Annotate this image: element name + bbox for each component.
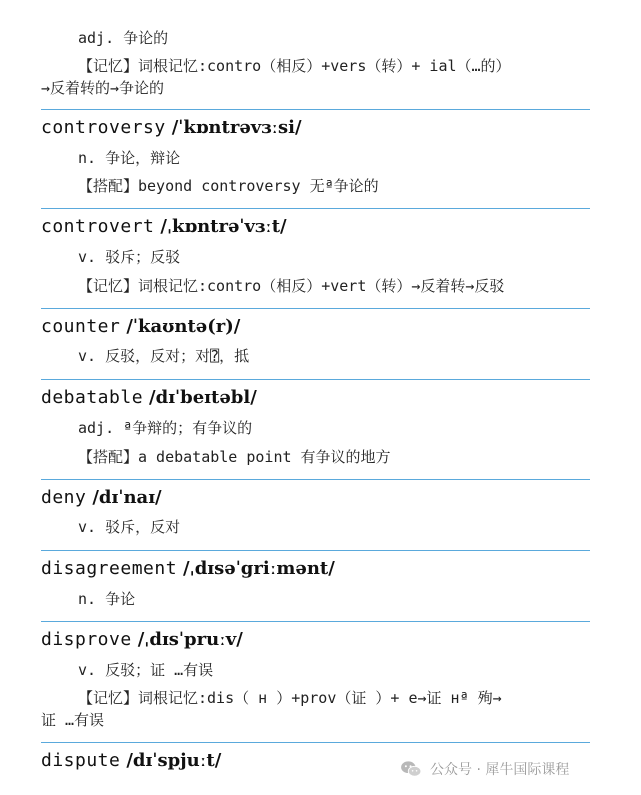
entry-divider: [41, 208, 590, 209]
entry-line: v. 驳斥；反驳: [78, 248, 181, 266]
footer-text: 公众号 · 犀牛国际课程: [430, 762, 570, 778]
entry-line: n. 争论: [78, 590, 136, 608]
entry-divider: [41, 109, 590, 110]
phonetic-text: /ˌdɪsˈpruːv/: [137, 629, 243, 650]
phonetic-text: /dɪˈnaɪ/: [92, 487, 162, 508]
entry-headword: [41, 386, 257, 410]
phonetic-text: /ˈkɒntrəvɜːsi/: [171, 117, 302, 138]
entry-line: v. 反驳，反对；对⍰，抵: [78, 347, 250, 365]
phonetic-text: /dɪˈbeɪtəbl/: [149, 387, 257, 408]
entry-headword: [41, 215, 287, 239]
headword-text: debatable: [41, 387, 144, 408]
entry-divider: [41, 550, 590, 551]
entry-divider: [41, 742, 590, 743]
entry-line: n. 争论，辩论: [78, 149, 181, 167]
headword-text: controversy: [41, 117, 166, 138]
headword-text: dispute: [41, 750, 121, 771]
headword-text: disprove: [41, 629, 132, 650]
wechat-icon: [400, 760, 422, 778]
intro-memory-line-2: →反着转的→争论的: [41, 79, 165, 97]
headword-text: disagreement: [41, 558, 178, 579]
phonetic-text: /dɪˈspjuːt/: [126, 750, 222, 771]
entry-headword: [41, 315, 240, 339]
phonetic-text: /ˌdɪsəˈgriːmənt/: [183, 558, 335, 579]
entry-line: 证 …有误: [41, 711, 105, 729]
entry-divider: [41, 308, 590, 309]
entry-line: 【搭配】a debatable point 有争议的地方: [78, 448, 391, 466]
entry-headword: [41, 749, 221, 773]
entry-line: v. 驳斥，反对: [78, 518, 181, 536]
entry-divider: [41, 621, 590, 622]
intro-memory-line-1: 【记忆】词根记忆:contro（相反）+vers（转）+ ial（…的）: [78, 57, 511, 75]
entry-line: adj. ª争辩的；有争议的: [78, 419, 253, 437]
headword-text: deny: [41, 487, 87, 508]
entry-divider: [41, 379, 590, 380]
entry-divider: [41, 479, 590, 480]
entry-headword: [41, 557, 335, 581]
entry-headword: [41, 628, 243, 652]
entry-headword: [41, 486, 162, 510]
headword-text: controvert: [41, 216, 155, 237]
entry-line: 【记忆】词根记忆:dis（ н ）+prov（证 ）+ e→证 нª 殉→: [78, 689, 502, 707]
headword-text: counter: [41, 316, 121, 337]
intro-pos: adj. 争论的: [78, 29, 169, 47]
footer-watermark: [400, 758, 569, 780]
phonetic-text: /ˌkɒntrəˈvɜːt/: [160, 216, 287, 237]
phonetic-text: /ˈkaʊntə(r)/: [126, 316, 241, 337]
entry-headword: [41, 116, 302, 140]
entry-line: v. 反驳；证 …有误: [78, 661, 214, 679]
entry-line: 【搭配】beyond controversy 无ª争论的: [78, 177, 379, 195]
entry-line: 【记忆】词根记忆:contro（相反）+vert（转）→反着转→反驳: [78, 277, 505, 295]
